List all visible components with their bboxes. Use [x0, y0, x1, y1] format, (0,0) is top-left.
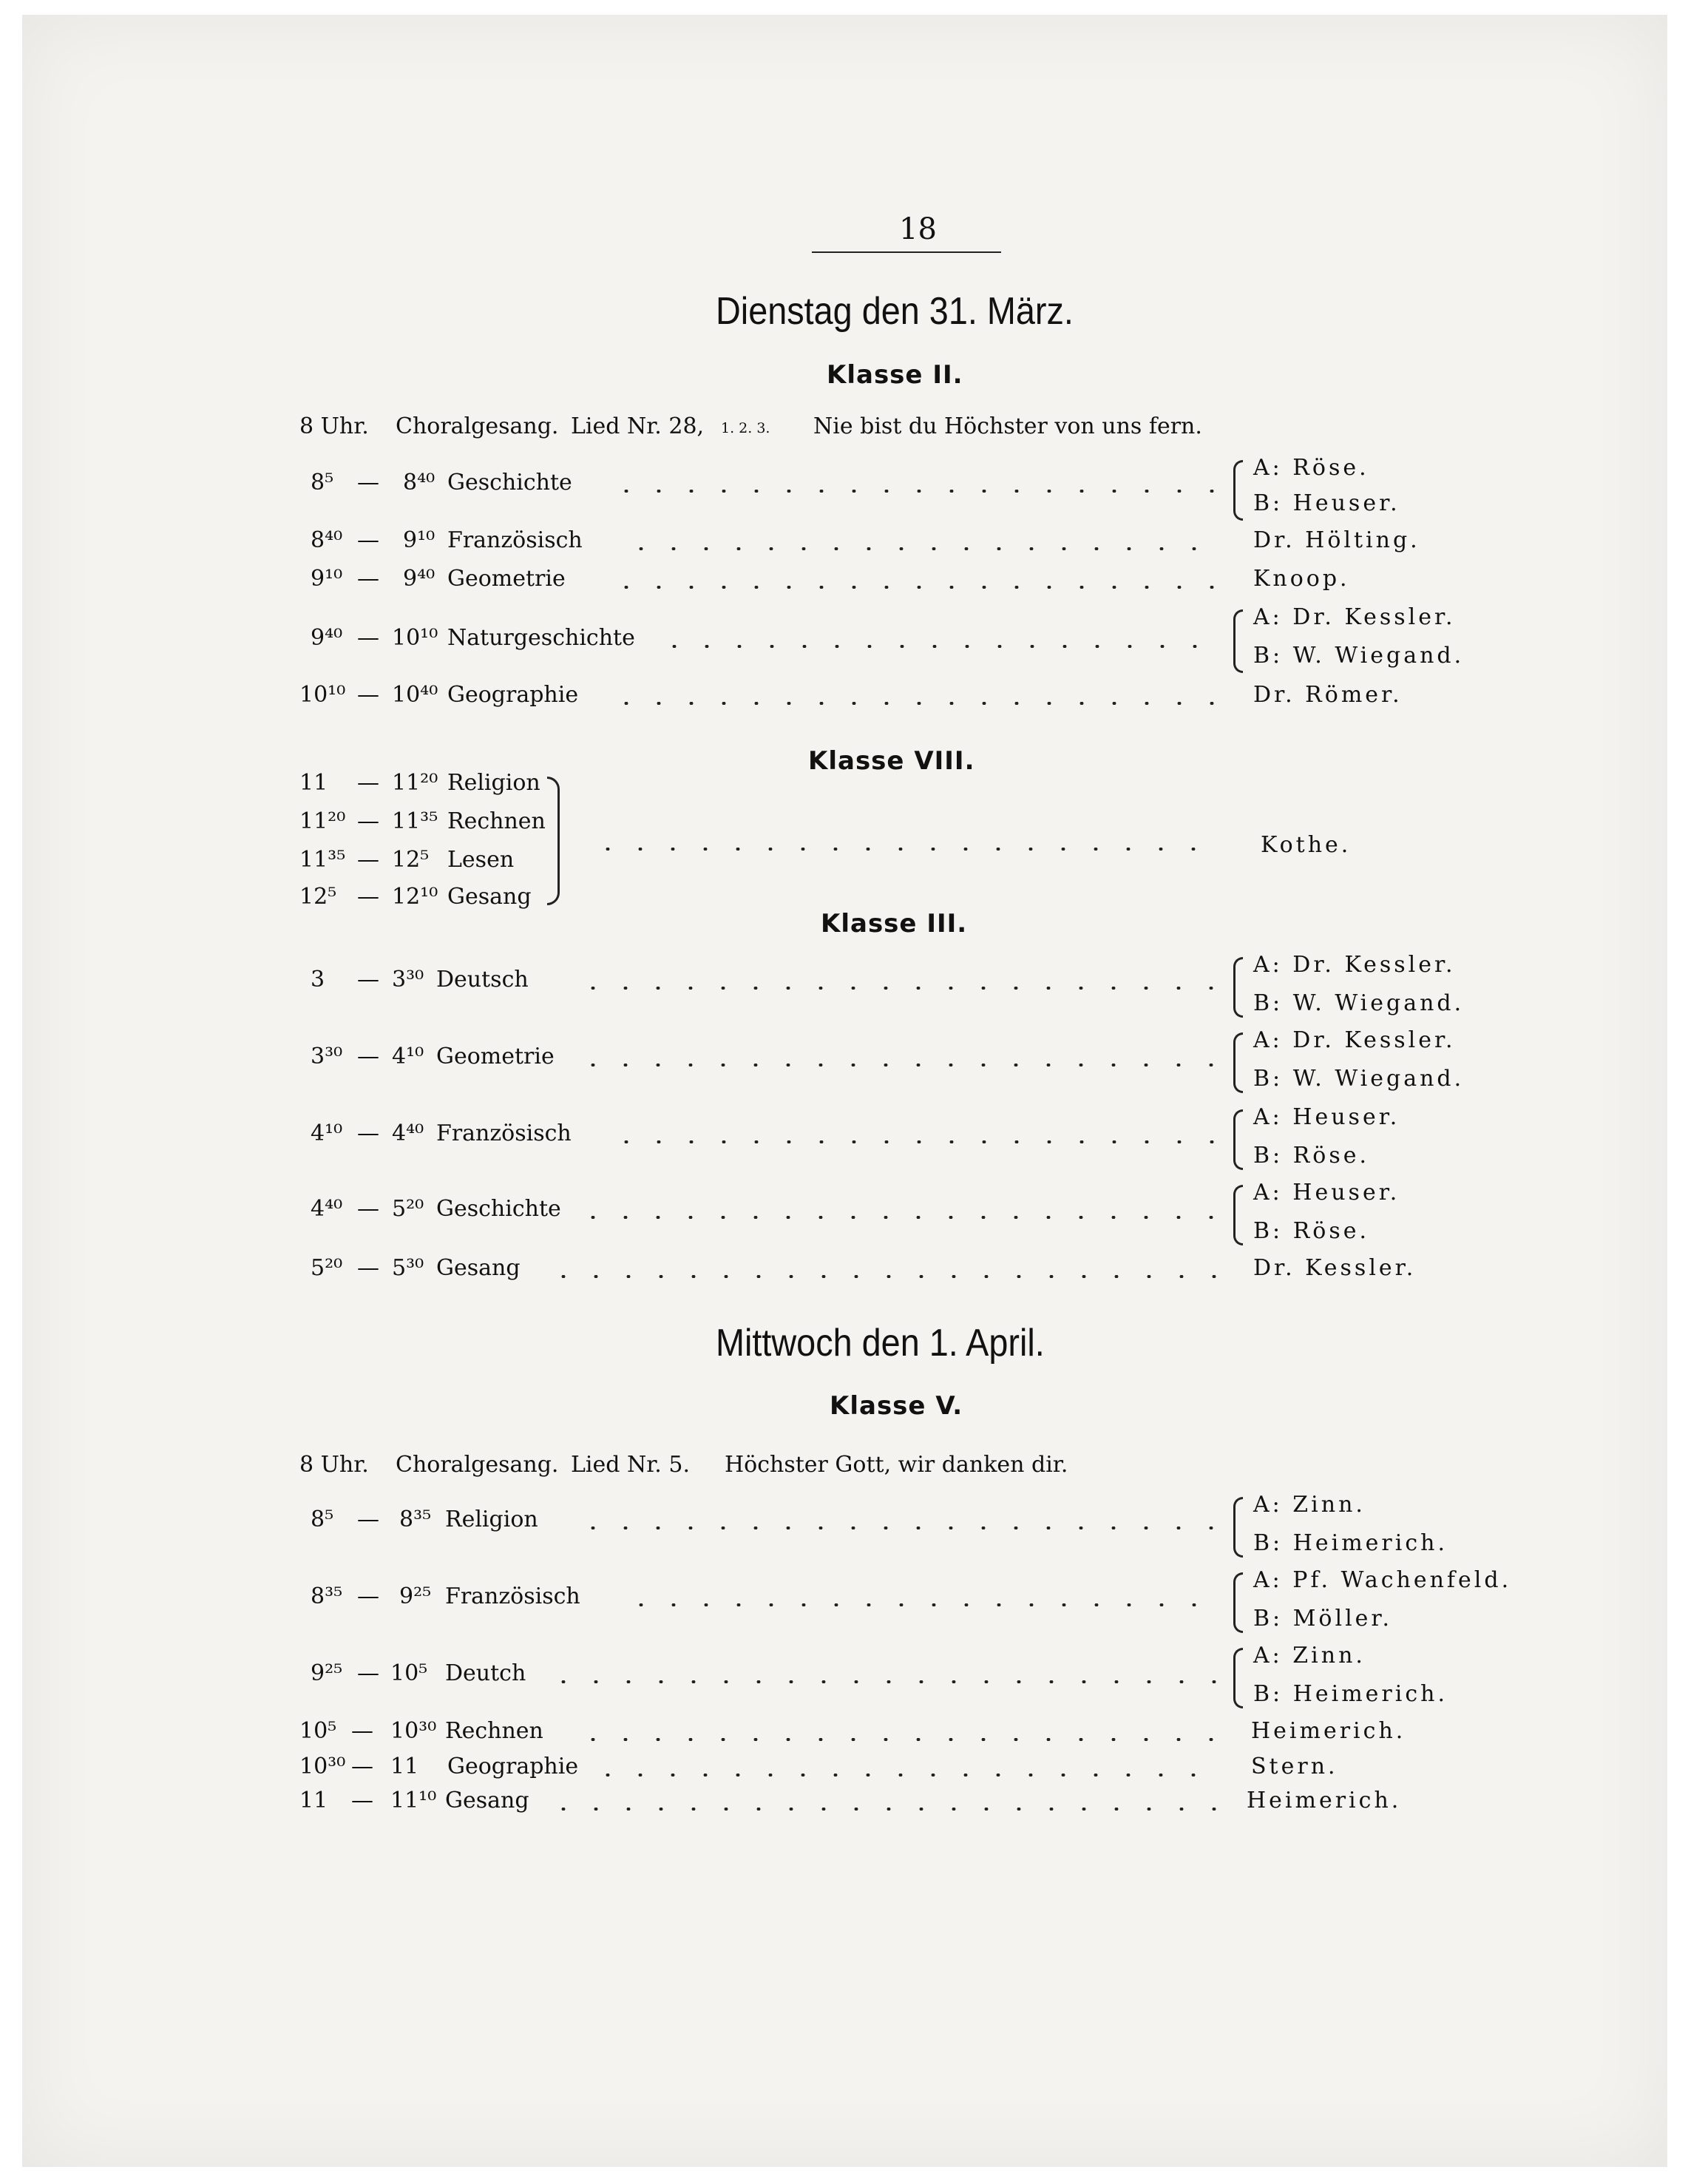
dash: — — [357, 682, 379, 708]
dash: — — [357, 770, 379, 796]
k3-r3-a: A: Heuser. — [1253, 1104, 1400, 1130]
leader-dots — [610, 490, 1224, 493]
k5-r5-teacher: Stern. — [1251, 1754, 1338, 1779]
choral-hymn: Höchster Gott, wir danken dir. — [725, 1452, 1068, 1478]
k8-r4-subject: Gesang — [447, 884, 532, 910]
k2-r5-subject: Geographie — [447, 682, 579, 708]
k3-r5-subject: Gesang — [436, 1255, 521, 1281]
klasse-2-heading: Klasse II. — [827, 360, 963, 390]
k3-r3-start: 4¹⁰ — [311, 1120, 343, 1146]
k2-r3-teacher: Knoop. — [1253, 566, 1350, 592]
k3-r1-a: A: Dr. Kessler. — [1253, 952, 1456, 978]
choral-verses: 1. 2. 3. — [721, 420, 770, 436]
k8-r1-end: 11²⁰ — [392, 770, 438, 796]
k2-r2-start: 8⁴⁰ — [311, 527, 343, 553]
brace — [1233, 1497, 1243, 1558]
k3-r3-subject: Französisch — [436, 1120, 572, 1146]
brace — [1233, 609, 1243, 673]
choral-hymn: Nie bist du Höchster von uns fern. — [813, 413, 1202, 439]
k2-r3-subject: Geometrie — [447, 566, 566, 592]
k2-r5-start: 10¹⁰ — [299, 682, 346, 708]
leader-dots — [577, 987, 1224, 990]
k2-r4-end: 10¹⁰ — [392, 625, 438, 651]
dash: — — [357, 1120, 379, 1146]
k2-r1-end: 8⁴⁰ — [403, 470, 435, 496]
k5-r4-subject: Rechnen — [445, 1718, 543, 1744]
k2-r3-start: 9¹⁰ — [311, 566, 343, 592]
k3-r2-b: B: W. Wiegand. — [1253, 1066, 1465, 1092]
leader-dots — [610, 1140, 1224, 1143]
k2-r2-teacher: Dr. Hölting. — [1253, 527, 1420, 553]
k3-r3-b: B: Röse. — [1253, 1143, 1370, 1169]
k2-pair1-a: A: Röse. — [1253, 455, 1369, 481]
brace — [1233, 1032, 1243, 1093]
klasse-5-heading: Klasse V. — [830, 1391, 963, 1421]
k5-r3-b: B: Heimerich. — [1253, 1681, 1448, 1707]
dash: — — [351, 1754, 373, 1779]
k2-r1-subject: Geschichte — [447, 470, 572, 496]
k3-r5-start: 5²⁰ — [311, 1255, 343, 1281]
k3-r1-start: 3 — [311, 967, 325, 993]
k2-r5-teacher: Dr. Römer. — [1253, 682, 1403, 708]
dash: — — [357, 527, 379, 553]
k5-r1-end: 8³⁵ — [399, 1507, 432, 1532]
k5-r6-subject: Gesang — [445, 1788, 529, 1813]
k2-r3-end: 9⁴⁰ — [403, 566, 435, 592]
k5-r2-end: 9²⁵ — [399, 1583, 432, 1609]
k2-r1-start: 8⁵ — [311, 470, 334, 496]
k2-r2-end: 9¹⁰ — [403, 527, 435, 553]
k5-r3-a: A: Zinn. — [1253, 1643, 1366, 1669]
leader-dots — [592, 1774, 1224, 1776]
dash: — — [357, 1044, 379, 1069]
brace — [1233, 1185, 1243, 1245]
choral-label: Choralgesang. — [396, 413, 559, 439]
brace — [1233, 1109, 1243, 1170]
choral-time: 8 Uhr. — [299, 413, 369, 439]
k5-r3-end: 10⁵ — [390, 1660, 428, 1686]
brace — [1233, 957, 1243, 1018]
leader-dots — [625, 1603, 1224, 1606]
k2-r5-end: 10⁴⁰ — [392, 682, 438, 708]
k3-r1-b: B: W. Wiegand. — [1253, 990, 1465, 1016]
k8-r3-end: 12⁵ — [392, 847, 430, 873]
leader-dots — [547, 1680, 1224, 1683]
k3-r2-subject: Geometrie — [436, 1044, 555, 1069]
page-number-rule — [812, 251, 1001, 253]
k3-r1-subject: Deutsch — [436, 967, 529, 993]
k3-r2-end: 4¹⁰ — [392, 1044, 424, 1069]
choral-time: 8 Uhr. — [299, 1452, 369, 1478]
dash: — — [357, 566, 379, 592]
k5-r5-subject: Geographie — [447, 1754, 579, 1779]
k5-r1-subject: Religion — [445, 1507, 538, 1532]
k3-r4-a: A: Heuser. — [1253, 1180, 1400, 1206]
choral-label: Choralgesang. — [396, 1452, 559, 1478]
brace — [1233, 1572, 1243, 1633]
dash: — — [357, 884, 379, 910]
k5-r2-b: B: Möller. — [1253, 1606, 1392, 1632]
leader-dots — [610, 586, 1224, 589]
k8-r1-subject: Religion — [447, 770, 540, 796]
dash: — — [357, 1583, 379, 1609]
brace — [1233, 1648, 1243, 1708]
leader-dots — [577, 1527, 1224, 1529]
leader-dots — [658, 645, 1224, 648]
k8-r3-subject: Lesen — [447, 847, 515, 873]
k3-r4-end: 5²⁰ — [392, 1196, 424, 1222]
choral-lied: Lied Nr. 28, — [571, 413, 705, 439]
dash: — — [357, 1660, 379, 1686]
klasse-8-heading: Klasse VIII. — [808, 746, 975, 776]
k3-r5-teacher: Dr. Kessler. — [1253, 1255, 1417, 1281]
k5-r1-a: A: Zinn. — [1253, 1492, 1366, 1518]
klasse-3-heading: Klasse III. — [821, 909, 968, 939]
k8-r3-start: 11³⁵ — [299, 847, 346, 873]
dash: — — [357, 1196, 379, 1222]
k2-r4-start: 9⁴⁰ — [311, 625, 343, 651]
leader-dots — [577, 1216, 1224, 1219]
k5-r6-teacher: Heimerich. — [1247, 1788, 1402, 1813]
k8-r1-start: 11 — [299, 770, 328, 796]
dash: — — [351, 1788, 373, 1813]
k8-r2-start: 11²⁰ — [299, 808, 346, 834]
k8-teacher: Kothe. — [1261, 832, 1352, 858]
k3-r4-start: 4⁴⁰ — [311, 1196, 343, 1222]
dash: — — [357, 808, 379, 834]
k8-r4-start: 12⁵ — [299, 884, 337, 910]
k5-r5-start: 10³⁰ — [299, 1754, 346, 1779]
leader-dots — [547, 1808, 1224, 1811]
leader-dots — [625, 547, 1224, 550]
k5-r6-end: 11¹⁰ — [390, 1788, 437, 1813]
k5-r1-start: 8⁵ — [311, 1507, 334, 1532]
k3-r4-subject: Geschichte — [436, 1196, 561, 1222]
dash: — — [357, 1255, 379, 1281]
k3-r4-b: B: Röse. — [1253, 1218, 1370, 1244]
k3-r5-end: 5³⁰ — [392, 1255, 424, 1281]
leader-dots — [577, 1738, 1224, 1741]
k5-r2-a: A: Pf. Wachenfeld. — [1253, 1567, 1512, 1593]
k5-r2-subject: Französisch — [445, 1583, 580, 1609]
k8-r4-end: 12¹⁰ — [392, 884, 438, 910]
k8-r2-end: 11³⁵ — [392, 808, 438, 834]
k5-r6-start: 11 — [299, 1788, 328, 1813]
dash: — — [357, 967, 379, 993]
brace — [1233, 460, 1243, 521]
k5-r4-start: 10⁵ — [299, 1718, 337, 1744]
k5-r1-b: B: Heimerich. — [1253, 1530, 1448, 1556]
day-heading-tuesday: Dienstag den 31. März. — [716, 290, 1074, 333]
k5-r5-end: 11 — [390, 1754, 419, 1779]
page-number: 18 — [899, 212, 937, 246]
dash: — — [357, 1507, 379, 1532]
k5-r3-subject: Deutch — [445, 1660, 526, 1686]
dash: — — [357, 847, 379, 873]
k2-r2-subject: Französisch — [447, 527, 583, 553]
dash: — — [357, 625, 379, 651]
k5-r4-teacher: Heimerich. — [1251, 1718, 1406, 1744]
k3-r2-start: 3³⁰ — [311, 1044, 343, 1069]
k2-pair2-a: A: Dr. Kessler. — [1253, 604, 1456, 630]
dash: — — [351, 1718, 373, 1744]
leader-dots — [547, 1275, 1224, 1278]
k3-r1-end: 3³⁰ — [392, 967, 424, 993]
choral-lied: Lied Nr. 5. — [571, 1452, 691, 1478]
k3-r2-a: A: Dr. Kessler. — [1253, 1027, 1456, 1053]
k2-pair2-b: B: W. Wiegand. — [1253, 643, 1465, 669]
k8-r2-subject: Rechnen — [447, 808, 546, 834]
leader-dots — [592, 848, 1224, 851]
day-heading-wednesday: Mittwoch den 1. April. — [716, 1322, 1045, 1365]
k5-r2-start: 8³⁵ — [311, 1583, 343, 1609]
k3-r3-end: 4⁴⁰ — [392, 1120, 424, 1146]
dash: — — [357, 470, 379, 496]
k5-r4-end: 10³⁰ — [390, 1718, 437, 1744]
leader-dots — [610, 702, 1224, 705]
k2-pair1-b: B: Heuser. — [1253, 490, 1400, 516]
k2-r4-subject: Naturgeschichte — [447, 625, 635, 651]
leader-dots — [577, 1064, 1224, 1066]
brace — [547, 777, 560, 905]
k5-r3-start: 9²⁵ — [311, 1660, 343, 1686]
